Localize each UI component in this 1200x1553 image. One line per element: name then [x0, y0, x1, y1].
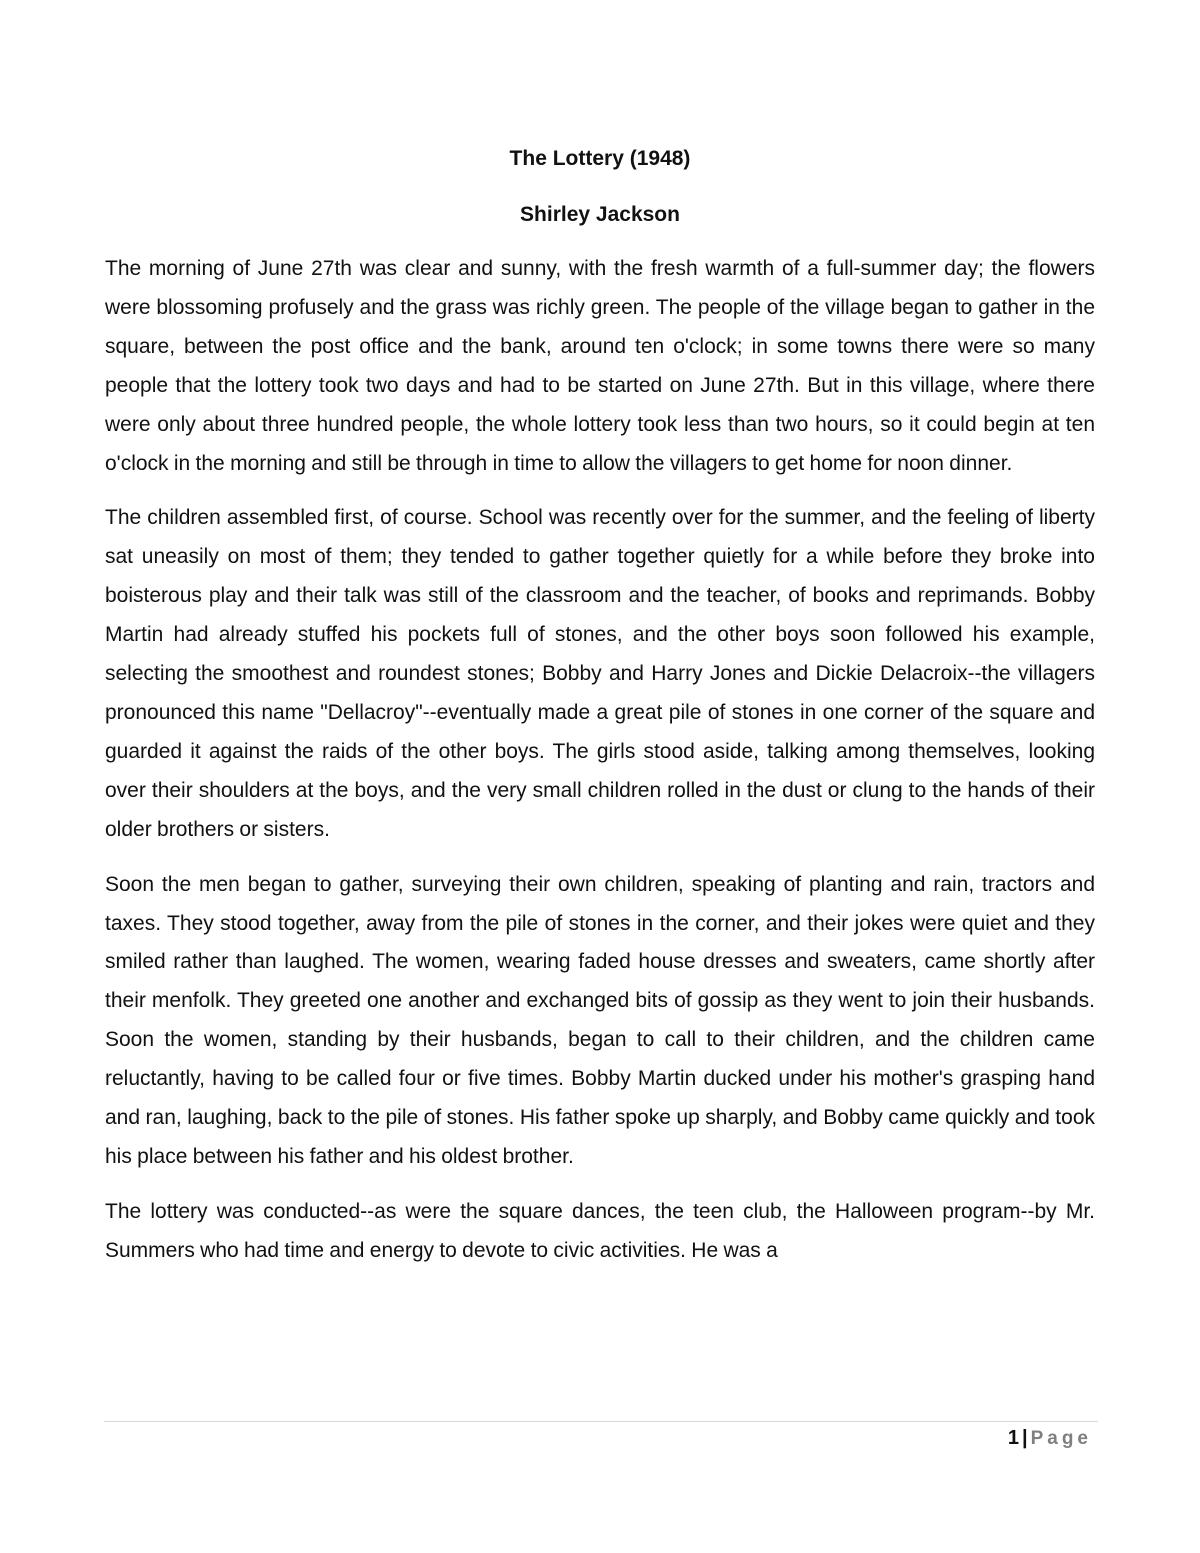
page-label: Page	[1030, 1428, 1092, 1449]
paragraph: The morning of June 27th was clear and sunny, with the fresh warmth of a full-summer day; the flowers were blossoming profusely and the grass was richly green. The people of the village began to gather in the square, between the post office and the bank, around ten o'clock; in some towns there were so many people that the lottery took two days and had to be started on June 27th. But in this village, where there were only about three hundred people, the whole lottery took less than two hours, so it could begin at ten o'clock in the morning and still be through in time to allow the villagers to get home for noon dinner.	[105, 257, 1095, 475]
footer-separator: |	[1021, 1427, 1028, 1449]
page-number: 1	[1007, 1427, 1019, 1449]
document-title: The Lottery (1948)	[509, 147, 691, 170]
document-body	[105, 250, 1095, 1287]
paragraph: The lottery was conducted--as were the square dances, the teen club, the Halloween program--by Mr. Summers who had time and energy to devote to civic activities. He was a	[105, 1199, 1095, 1262]
footer-divider	[104, 1421, 1098, 1422]
paragraph: Soon the men began to gather, surveying their own children, speaking of planting and rain, tractors and taxes. They stood together, away from the pile of stones in the corner, and their jokes were quiet and they smiled rather than laughed. The women, wearing faded house dresses and sweaters, came shortly after their menfolk. They greeted one another and exchanged bits of gossip as they went to join their husbands. Soon the women, standing by their husbands, began to call to their children, and the children came reluctantly, having to be called four or five times. Bobby Martin ducked under his mother's grasping hand and ran, laughing, back to the pile of stones. His father spoke up sharply, and Bobby came quickly and took his place between his father and his oldest brother.	[105, 872, 1095, 1168]
paragraph: The children assembled first, of course. School was recently over for the summer, and the feeling of liberty sat uneasily on most of them; they tended to gather together quietly for a while before they broke into boisterous play and their talk was still of the classroom and the teacher, of books and reprimands. Bobby Martin had already stuffed his pockets full of stones, and the other boys soon followed his example, selecting the smoothest and roundest stones; Bobby and Harry Jones and Dickie Delacroix--the villagers pronounced this name "Dellacroy"--eventually made a great pile of stones in one corner of the square and guarded it against the raids of the other boys. The girls stood aside, talking among themselves, looking over their shoulders at the boys, and the very small children rolled in the dust or clung to the hands of their older brothers or sisters.	[105, 506, 1095, 841]
page-footer	[1008, 1427, 1092, 1450]
document-author: Shirley Jackson	[520, 203, 680, 226]
